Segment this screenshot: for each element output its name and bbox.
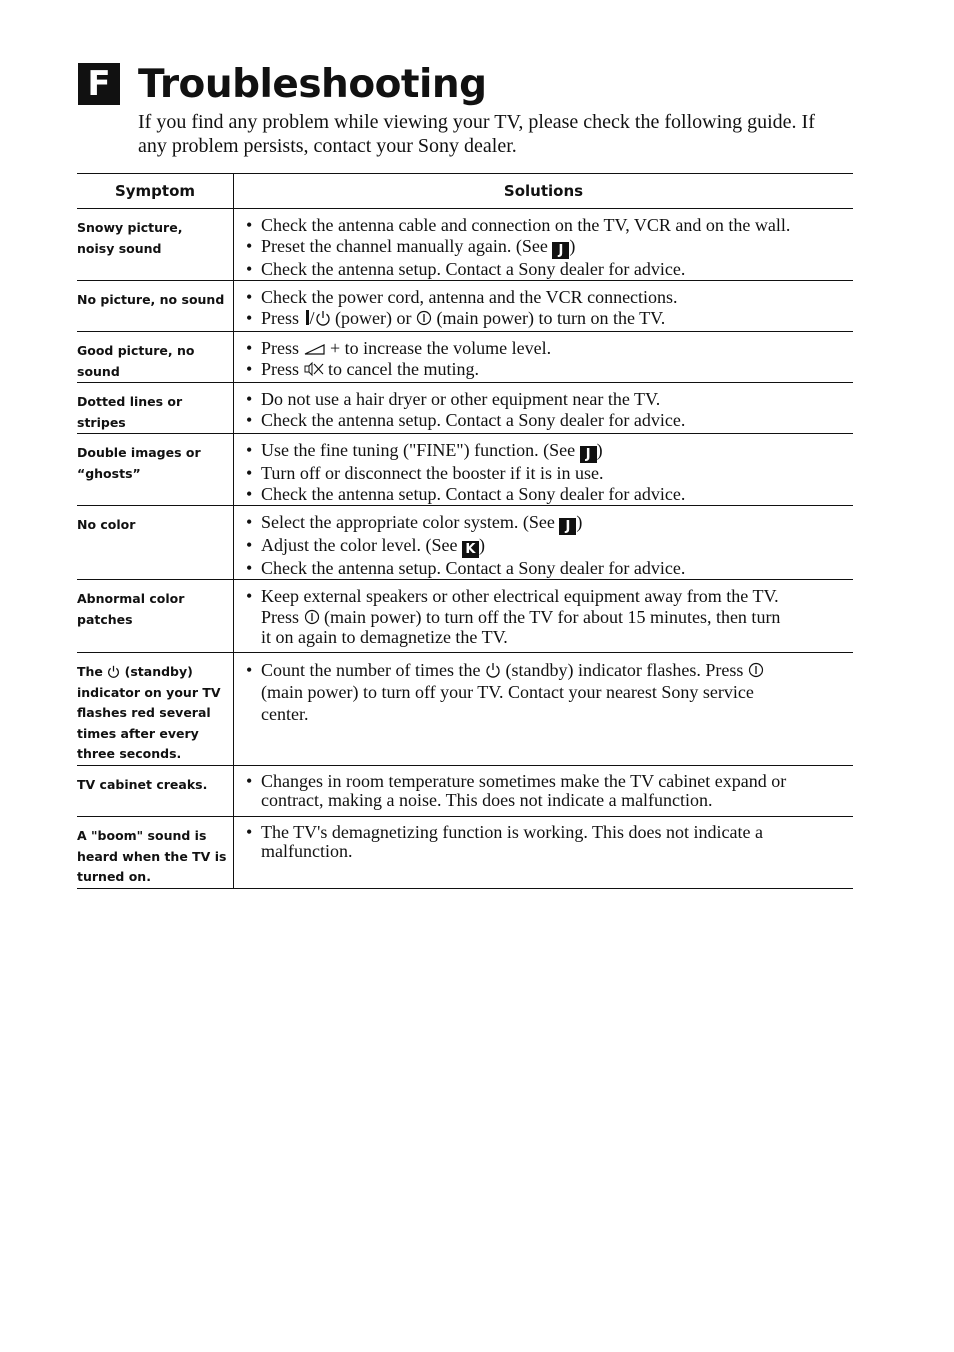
solution-item: • Turn off or disconnect the booster if it is in use. xyxy=(246,463,604,483)
solution-item: • Check the antenna setup. Contact a Sony dealer for advice. xyxy=(246,483,686,504)
solution-text: malfunction. xyxy=(261,841,353,861)
solution-text: Press xyxy=(261,606,304,627)
troubleshooting-table xyxy=(77,173,853,889)
solution-item: • Use the fine tuning ("FINE") function. (See J ) xyxy=(246,440,603,462)
symptom-text: indicator on your TV xyxy=(77,684,221,700)
symptom-cell xyxy=(77,766,234,817)
solution-continuation xyxy=(246,791,853,810)
solution-item: • Select the appropriate color system. (See J ) xyxy=(246,512,583,534)
solution-text: Turn off or disconnect the booster if it is in use. xyxy=(261,463,604,483)
power-on-icon xyxy=(306,310,309,325)
symptom-text: noisy sound xyxy=(77,240,162,256)
table-row xyxy=(77,209,853,281)
volume-icon xyxy=(304,342,326,356)
solution-item: • Count the number of times the (standby) indicator flashes. Press xyxy=(246,659,853,681)
standby-icon xyxy=(315,310,331,326)
main-power-icon xyxy=(304,609,320,625)
solution-continuation xyxy=(246,681,853,703)
solution-text: Check the antenna setup. Contact a Sony dealer for advice. xyxy=(261,483,686,504)
solution-item: • Adjust the color level. (See K ) xyxy=(246,535,485,557)
section-ref-badge: J xyxy=(559,518,576,535)
solution-item: • Preset the channel manually again. (See J ) xyxy=(246,235,576,258)
solution-text: (main power) to turn off your TV. Contact your nearest Sony service xyxy=(261,682,754,702)
symptom-cell xyxy=(77,653,234,766)
solution-text: Press xyxy=(261,338,304,358)
muting-icon xyxy=(304,361,324,377)
section-ref-badge: J xyxy=(580,446,597,463)
solution-text: Count the number of times the xyxy=(261,660,485,680)
solution-cell xyxy=(234,332,854,383)
solution-text: ) xyxy=(569,235,576,256)
solution-item: • Keep external speakers or other electrical equipment away from the TV. xyxy=(246,586,779,606)
solution-text: (power) or xyxy=(330,307,416,328)
solution-text: Adjust the color level. (See xyxy=(261,535,462,555)
solution-text: it on again to demagnetize the TV. xyxy=(261,627,508,647)
solution-item: • Do not use a hair dryer or other equipment near the TV. xyxy=(246,389,661,409)
solution-text: Press xyxy=(261,358,304,379)
solution-text: center. xyxy=(261,704,309,724)
symptom-text: patches xyxy=(77,611,133,627)
section-ref-badge: K xyxy=(462,541,479,558)
symptom-text: “ghosts” xyxy=(77,465,141,481)
solution-cell xyxy=(234,383,854,434)
table-row xyxy=(77,653,853,766)
solution-text: ) xyxy=(576,512,583,532)
symptom-text: No picture, no sound xyxy=(77,292,225,307)
solution-text: Press xyxy=(261,307,304,328)
solution-text: Select the appropriate color system. (See xyxy=(261,512,560,532)
solution-text: Check the antenna setup. Contact a Sony dealer for advice. xyxy=(261,258,686,279)
symptom-text: TV cabinet creaks. xyxy=(77,777,208,792)
symptom-text: A "boom" sound is xyxy=(77,828,207,843)
solution-item: • Check the antenna setup. Contact a Sony dealer for advice. xyxy=(246,558,686,578)
solution-item: • Check the antenna cable and connection on the TV, VCR and on the wall. xyxy=(246,215,791,235)
standby-icon xyxy=(485,662,501,678)
solution-text: Check the antenna setup. Contact a Sony dealer for advice. xyxy=(261,409,686,430)
table-row xyxy=(77,506,853,580)
symptom-text: The (standby) xyxy=(77,664,193,679)
main-power-icon xyxy=(748,662,764,678)
symptom-cell xyxy=(77,580,234,653)
solution-cell xyxy=(234,209,854,281)
solution-text: Changes in room temperature sometimes make the TV cabinet expand or xyxy=(261,771,787,791)
solution-cell xyxy=(234,434,854,506)
symptom-cell xyxy=(77,506,234,580)
solution-item: • Press + to increase the volume level. xyxy=(246,338,552,358)
symptom-text: No color xyxy=(77,517,136,532)
table-header-row xyxy=(77,174,853,209)
solution-text: Check the antenna cable and connection on the TV, VCR and on the wall. xyxy=(261,215,791,235)
symptom-cell xyxy=(77,434,234,506)
solution-item: • Changes in room temperature sometimes make the TV cabinet expand or xyxy=(246,771,787,791)
solution-text: + to increase the volume level. xyxy=(325,338,552,358)
solution-text: (standby) indicator flashes. Press xyxy=(500,660,748,680)
solution-text: ) xyxy=(478,535,485,555)
symptom-text: three seconds. xyxy=(77,746,182,761)
symptom-header: Symptom xyxy=(77,174,234,209)
table-row xyxy=(77,383,853,434)
symptom-cell xyxy=(77,209,234,281)
symptom-text: Good picture, no sound xyxy=(77,343,195,379)
solution-text: The TV's demagnetizing function is working. This does not indicate a xyxy=(261,822,763,842)
symptom-text: times after every xyxy=(77,725,199,741)
symptom-cell xyxy=(77,281,234,332)
solution-cell xyxy=(234,766,854,817)
table-row xyxy=(77,281,853,332)
symptom-text: flashes red several xyxy=(77,705,211,720)
solution-cell xyxy=(234,653,854,766)
page-title: Troubleshooting xyxy=(138,62,487,107)
solution-text: Check the power cord, antenna and the VCR connections. xyxy=(261,287,678,307)
solution-text: ) xyxy=(596,440,603,460)
symptom-cell xyxy=(77,817,234,889)
solution-continuation xyxy=(246,607,853,628)
symptom-text: Double images or xyxy=(77,445,201,460)
table-row xyxy=(77,817,853,889)
solution-text: Use the fine tuning ("FINE") function. (See xyxy=(261,440,580,460)
solution-item: • Press / (power) or (main power) to turn on the TV. xyxy=(246,307,666,328)
symptom-cell xyxy=(77,332,234,383)
intro-text: If you find any problem while viewing your TV, please check the following guide. If any problem persists, contact your Sony dealer. xyxy=(138,111,815,157)
solution-text: (main power) to turn on the TV. xyxy=(432,307,666,328)
solution-text: / xyxy=(309,307,315,328)
section-letter-badge: F xyxy=(78,63,120,105)
standby-icon xyxy=(107,665,120,678)
symptom-text: Abnormal color xyxy=(77,591,185,606)
symptom-text: Dotted lines or stripes xyxy=(77,394,183,430)
solution-continuation xyxy=(246,627,853,648)
solution-item: • Check the power cord, antenna and the VCR connections. xyxy=(246,287,678,307)
solutions-header: Solutions xyxy=(234,174,854,209)
solution-text: to cancel the muting. xyxy=(323,358,479,379)
symptom-text: turned on. xyxy=(77,869,151,884)
solution-continuation xyxy=(246,842,853,861)
solution-text: contract, making a noise. This does not indicate a malfunction. xyxy=(261,790,713,810)
section-ref-badge: J xyxy=(552,242,569,259)
solution-item: • Check the antenna setup. Contact a Sony dealer for advice. xyxy=(246,258,686,279)
solution-item: • The TV's demagnetizing function is working. This does not indicate a xyxy=(246,822,763,842)
table-row xyxy=(77,434,853,506)
table-row xyxy=(77,332,853,383)
solution-text: Do not use a hair dryer or other equipment near the TV. xyxy=(261,389,661,409)
solution-item: • Check the antenna setup. Contact a Sony dealer for advice. xyxy=(246,409,686,430)
solution-cell xyxy=(234,580,854,653)
solution-text: Preset the channel manually again. (See xyxy=(261,235,553,256)
solution-cell xyxy=(234,817,854,889)
symptom-cell xyxy=(77,383,234,434)
symptom-text: heard when the TV is xyxy=(77,848,227,864)
solution-text: Keep external speakers or other electrical equipment away from the TV. xyxy=(261,586,779,606)
solution-text: Check the antenna setup. Contact a Sony dealer for advice. xyxy=(261,558,686,578)
table-row xyxy=(77,766,853,817)
main-power-icon xyxy=(416,310,432,326)
solution-text: (main power) to turn off the TV for about 15 minutes, then turn xyxy=(319,606,781,627)
solution-continuation xyxy=(246,703,853,725)
table-row xyxy=(77,580,853,653)
solution-item: • Press to cancel the muting. xyxy=(246,358,479,379)
solution-cell xyxy=(234,281,854,332)
solution-cell xyxy=(234,506,854,580)
symptom-text: Snowy picture, xyxy=(77,220,183,235)
